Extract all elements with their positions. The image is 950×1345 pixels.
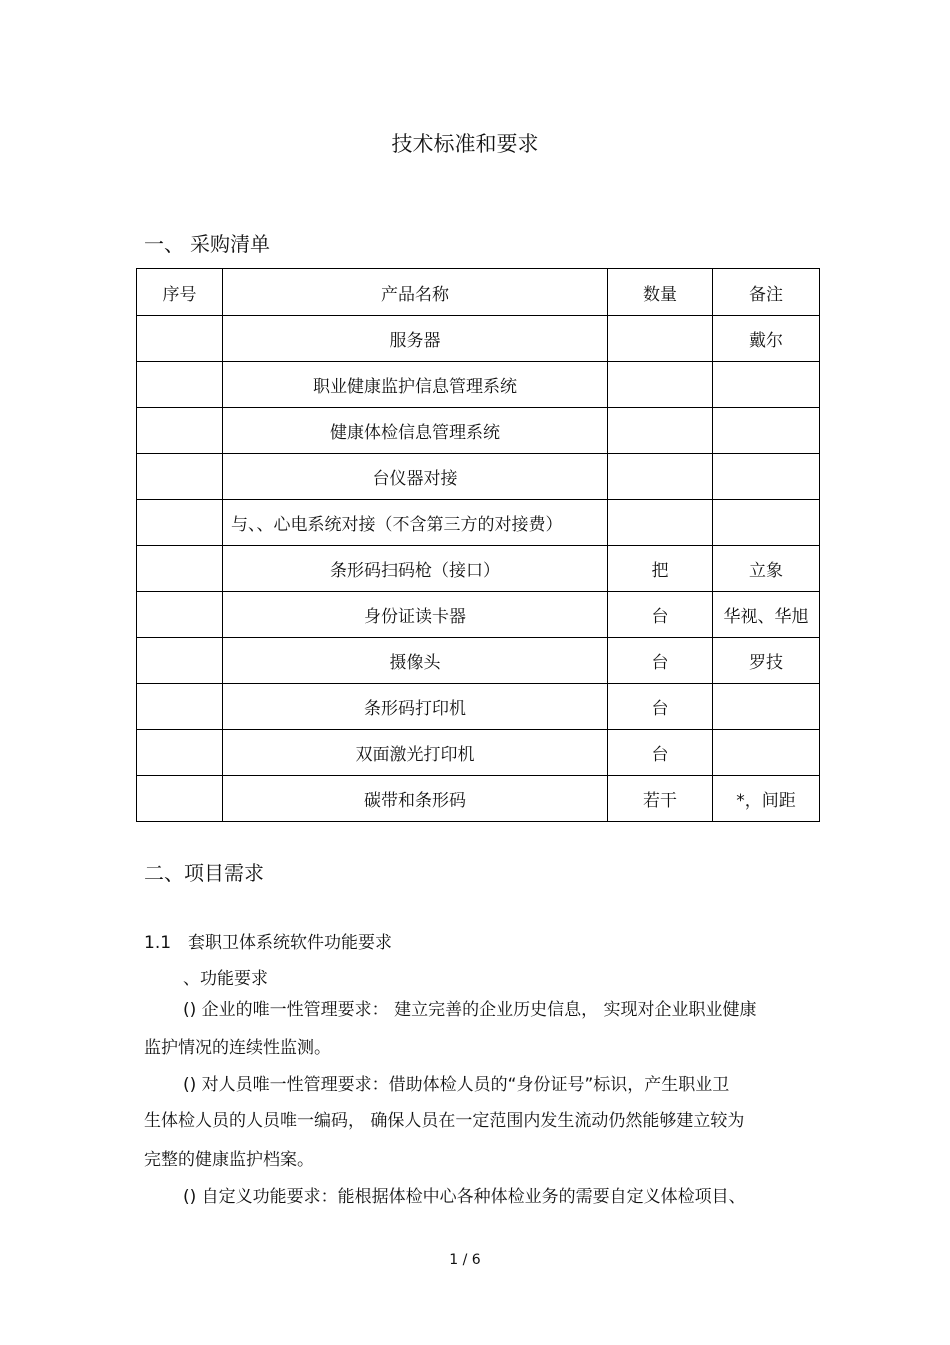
section-heading-requirements: 二、项目需求 <box>144 861 264 885</box>
table-row <box>137 638 820 684</box>
subsection-heading <box>144 928 392 953</box>
cell-quantity: 台 <box>608 592 713 638</box>
cell-index <box>137 730 223 776</box>
cell-index <box>137 546 223 592</box>
table-header-row <box>137 269 820 316</box>
cell-product: 双面激光打印机 <box>223 730 608 776</box>
paragraph-function-heading: 、功能要求 <box>183 969 268 989</box>
section-heading-procurement <box>144 228 270 257</box>
cell-product: 条形码扫码枪（接口） <box>223 546 608 592</box>
cell-index <box>137 500 223 546</box>
table-row <box>137 776 820 822</box>
cell-product: 摄像头 <box>223 638 608 684</box>
cell-product: 与、、心电系统对接（不含第三方的对接费） <box>223 500 608 546</box>
cell-remark <box>713 362 820 408</box>
paragraph-line: 生体检人员的人员唯一编码， 确保人员在一定范围内发生流动仍然能够建立较为 <box>144 1111 745 1131</box>
cell-quantity: 台 <box>608 730 713 776</box>
cell-index <box>137 776 223 822</box>
cell-index <box>137 316 223 362</box>
table-row <box>137 730 820 776</box>
paragraph-line: 完整的健康监护档案。 <box>144 1150 314 1170</box>
paragraph-line: () 对人员唯一性管理要求：借助体检人员的“身份证号”标识，产生职业卫 <box>183 1075 730 1095</box>
cell-remark: 华视、华旭 <box>713 592 820 638</box>
header-cell-remark: 备注 <box>713 269 820 316</box>
cell-quantity <box>608 454 713 500</box>
section-label: 采购清单 <box>190 232 270 256</box>
cell-index <box>137 592 223 638</box>
cell-index <box>137 454 223 500</box>
cell-product: 身份证读卡器 <box>223 592 608 638</box>
paragraph-line: () 自定义功能要求：能根据体检中心各种体检业务的需要自定义体检项目、 <box>183 1187 746 1207</box>
cell-quantity: 台 <box>608 684 713 730</box>
table-row <box>137 408 820 454</box>
cell-quantity: 把 <box>608 546 713 592</box>
cell-index <box>137 684 223 730</box>
cell-product: 碳带和条形码 <box>223 776 608 822</box>
cell-product: 健康体检信息管理系统 <box>223 408 608 454</box>
paragraph-line: () 企业的唯一性管理要求： 建立完善的企业历史信息， 实现对企业职业健康 <box>183 1000 757 1020</box>
cell-remark <box>713 500 820 546</box>
cell-product: 服务器 <box>223 316 608 362</box>
cell-quantity <box>608 316 713 362</box>
subsection-label: 套职卫体系统软件功能要求 <box>188 933 392 953</box>
cell-index <box>137 362 223 408</box>
cell-product: 条形码打印机 <box>223 684 608 730</box>
cell-quantity <box>608 408 713 454</box>
cell-product: 台仪器对接 <box>223 454 608 500</box>
table-row <box>137 362 820 408</box>
cell-remark: 戴尔 <box>713 316 820 362</box>
cell-quantity <box>608 362 713 408</box>
cell-remark: 立象 <box>713 546 820 592</box>
table-row <box>137 592 820 638</box>
cell-remark: *，间距 <box>713 776 820 822</box>
table-row <box>137 500 820 546</box>
table-row <box>137 316 820 362</box>
subsection-number: 1.1 <box>144 933 172 953</box>
cell-remark <box>713 454 820 500</box>
header-cell-quantity: 数量 <box>608 269 713 316</box>
procurement-table <box>136 268 820 822</box>
cell-index <box>137 638 223 684</box>
cell-quantity: 若干 <box>608 776 713 822</box>
cell-remark <box>713 408 820 454</box>
cell-product: 职业健康监护信息管理系统 <box>223 362 608 408</box>
header-cell-product: 产品名称 <box>223 269 608 316</box>
cell-quantity: 台 <box>608 638 713 684</box>
section-number: 一、 <box>144 232 184 256</box>
cell-remark <box>713 684 820 730</box>
table-row <box>137 546 820 592</box>
header-cell-index: 序号 <box>137 269 223 316</box>
cell-remark <box>713 730 820 776</box>
document-title: 技术标准和要求 <box>391 132 539 156</box>
page-number: 1 / 6 <box>449 1252 481 1268</box>
table-row <box>137 454 820 500</box>
paragraph-line: 监护情况的连续性监测。 <box>144 1038 331 1058</box>
cell-remark: 罗技 <box>713 638 820 684</box>
table-row <box>137 684 820 730</box>
cell-index <box>137 408 223 454</box>
cell-quantity <box>608 500 713 546</box>
